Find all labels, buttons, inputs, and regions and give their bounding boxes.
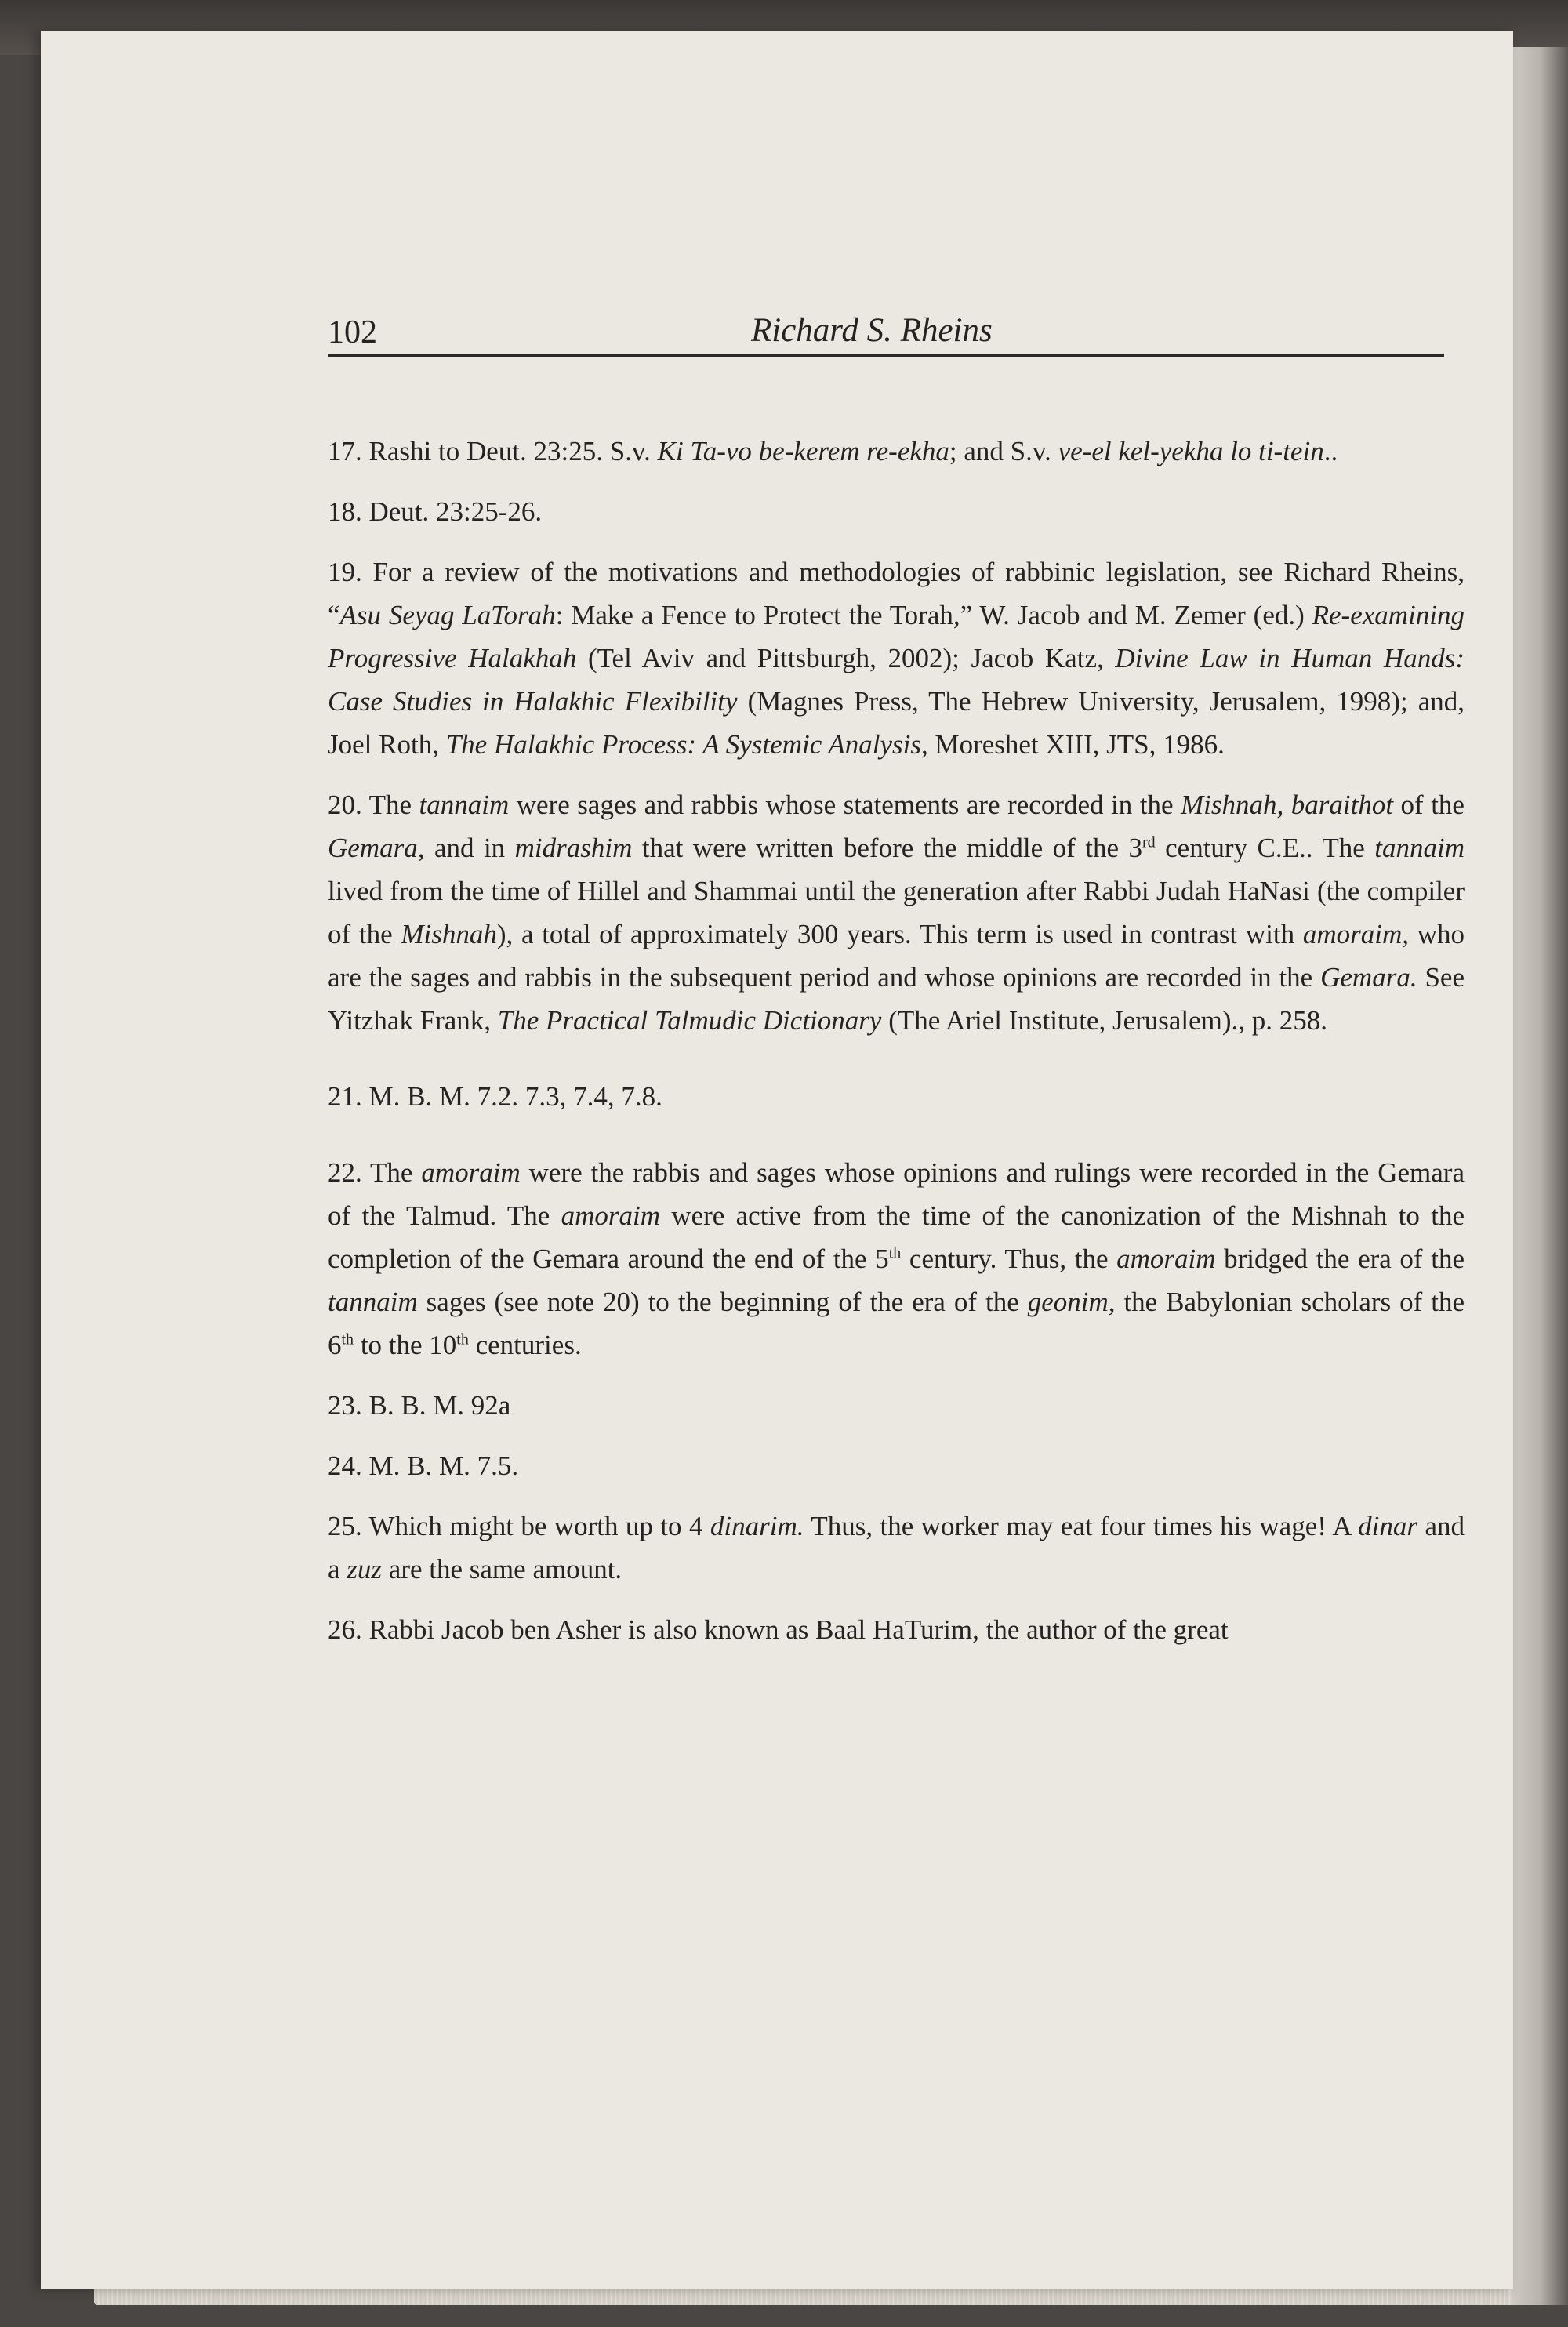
italic-term: ve-el kel-yekha lo ti-tein xyxy=(1058,436,1324,466)
note-text: Which might be worth up to 4 xyxy=(361,1511,710,1541)
note-text: M. B. M. 7.2. 7.3, 7.4, 7.8. xyxy=(361,1081,662,1112)
note-text: centuries. xyxy=(468,1330,582,1360)
italic-term: geonim, xyxy=(1027,1287,1116,1317)
italic-term: tannaim xyxy=(1374,833,1465,863)
italic-term: Gemara. xyxy=(1320,962,1417,993)
note-text: lived from the time of Hillel and Shammai until the generation after Rabbi Judah HaNasi (the compiler of the xyxy=(328,876,1465,949)
page-number: 102 xyxy=(328,314,377,350)
italic-term: The Halakhic Process: A Systemic Analysis xyxy=(445,729,921,760)
endnote-number: 22. xyxy=(328,1157,362,1188)
endnote-17 xyxy=(328,430,1465,473)
italic-term: zuz xyxy=(347,1554,383,1585)
italic-term: tannaim xyxy=(419,790,510,820)
italic-term: Divine Law in Human Hands: Case Studies in Halakhic Flexibility xyxy=(328,643,1465,717)
endnote-24 xyxy=(328,1444,1465,1487)
note-text: Thus, the worker may eat four times his wage! A xyxy=(804,1511,1359,1541)
endnote-21 xyxy=(328,1075,1465,1118)
note-text: The xyxy=(361,790,419,820)
endnote-number: 26. xyxy=(328,1614,362,1645)
italic-term: Asu Seyag LaTorah xyxy=(339,600,556,630)
note-text: (Tel Aviv and Pittsburgh, 2002); Jacob Katz, xyxy=(576,643,1116,673)
page-header xyxy=(328,307,1444,357)
italic-term: Mishnah xyxy=(401,919,497,949)
note-text: bridged the era of the xyxy=(1215,1243,1465,1274)
note-text: The xyxy=(361,1157,422,1188)
italic-term: Gemara, xyxy=(328,833,425,863)
italic-term: Mishnah, baraithot xyxy=(1181,790,1394,820)
note-text: (Magnes Press, The Hebrew University, Jerusalem, 1998); and, Joel Roth, xyxy=(328,686,1465,760)
ordinal-suffix: th xyxy=(341,1330,354,1349)
ordinal-suffix: th xyxy=(456,1330,469,1349)
endnote-number: 18. xyxy=(328,496,362,527)
italic-term: Ki Ta-vo be-kerem re-ekha xyxy=(657,436,949,466)
note-text: are the same amount. xyxy=(382,1554,622,1585)
italic-term: tannaim xyxy=(328,1287,418,1317)
ordinal-suffix: rd xyxy=(1142,833,1156,851)
note-text: ; and S.v. xyxy=(949,436,1058,466)
note-text: .. xyxy=(1323,436,1338,466)
italic-term: amoraim xyxy=(1116,1243,1216,1274)
endnote-number: 21. xyxy=(328,1081,362,1112)
italic-term: midrashim xyxy=(514,833,633,863)
adjacent-page-edge xyxy=(1512,47,1568,2305)
note-text: of the xyxy=(1393,790,1465,820)
endnote-number: 24. xyxy=(328,1450,362,1481)
note-text: Rabbi Jacob ben Asher is also known as Baal HaTurim, the author of the great xyxy=(361,1614,1229,1645)
running-head: Richard S. Rheins xyxy=(751,312,993,349)
endnote-number: 25. xyxy=(328,1511,362,1541)
note-text: that were written before the middle of the 3 xyxy=(632,833,1142,863)
ordinal-suffix: th xyxy=(888,1244,902,1262)
note-text: who are the sages and rabbis in the subsequent period and whose opinions are recorded in the xyxy=(328,919,1465,993)
endnote-25 xyxy=(328,1505,1465,1591)
note-text: Deut. 23:25-26. xyxy=(361,496,543,527)
note-text: the Babylonian scholars of the 6 xyxy=(328,1287,1465,1360)
endnote-number: 23. xyxy=(328,1390,362,1421)
note-text: M. B. M. 7.5. xyxy=(361,1450,519,1481)
endnote-22 xyxy=(328,1151,1465,1367)
note-text: and in xyxy=(424,833,515,863)
italic-term: amoraim, xyxy=(1302,919,1409,949)
note-text: Rashi to Deut. 23:25. S.v. xyxy=(361,436,658,466)
note-text: B. B. M. 92a xyxy=(361,1390,511,1421)
endnote-18 xyxy=(328,490,1465,533)
endnote-number: 17. xyxy=(328,436,362,466)
note-text: (The Ariel Institute, Jerusalem)., p. 258. xyxy=(881,1005,1328,1036)
italic-term: dinar xyxy=(1358,1511,1418,1541)
note-text: ), a total of approximately 300 years. This term is used in contrast with xyxy=(496,919,1303,949)
note-text: to the 10 xyxy=(354,1330,457,1360)
note-text: and a xyxy=(328,1511,1465,1585)
italic-term: dinarim. xyxy=(710,1511,804,1541)
note-text: were the rabbis and sages whose opinions and rulings were recorded in the Gemara of the Talmud. The xyxy=(328,1157,1465,1231)
endnote-number: 19. xyxy=(328,557,362,587)
note-text: , Moreshet XIII, JTS, 1986. xyxy=(920,729,1225,760)
endnote-23 xyxy=(328,1384,1465,1427)
note-text: See Yitzhak Frank, xyxy=(328,962,1465,1036)
note-text: were active from the time of the canonization of the Mishnah to the completion of the Gemara around the end of the 5 xyxy=(328,1200,1465,1274)
endnote-number: 20. xyxy=(328,790,362,820)
italic-term: amoraim xyxy=(561,1200,660,1231)
note-text: century. Thus, the xyxy=(901,1243,1117,1274)
note-text: sages (see note 20) to the beginning of the era of the xyxy=(417,1287,1028,1317)
note-text: For a review of the motivations and methodologies of rabbinic legislation, see Richard Rheins, “ xyxy=(328,557,1465,630)
endnote-26 xyxy=(328,1608,1465,1651)
endnotes xyxy=(328,430,1465,1668)
endnote-20 xyxy=(328,783,1465,1042)
note-text: : Make a Fence to Protect the Torah,” W. Jacob and M. Zemer (ed.) xyxy=(555,600,1312,630)
italic-term: Re-examining Progressive Halakhah xyxy=(328,600,1465,673)
italic-term: The Practical Talmudic Dictionary xyxy=(497,1005,882,1036)
note-text: were sages and rabbis whose statements are recorded in the xyxy=(509,790,1181,820)
note-text: century C.E.. The xyxy=(1155,833,1375,863)
italic-term: amoraim xyxy=(421,1157,521,1188)
endnote-19 xyxy=(328,550,1465,766)
